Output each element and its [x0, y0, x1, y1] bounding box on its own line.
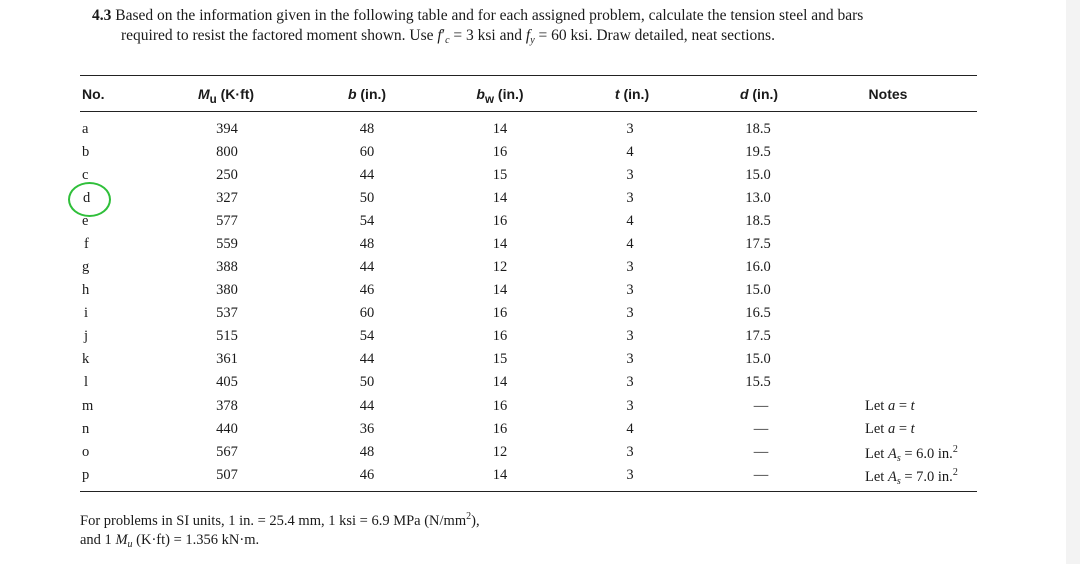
table-row [0, 351, 1000, 373]
right-margin-strip [1066, 0, 1080, 564]
table-row [0, 236, 1000, 258]
row-mu: 378 [216, 398, 238, 414]
header-mu: $M_u$ (K·ft) [197, 86, 255, 106]
table-row [0, 305, 1000, 327]
row-bw: 14 [492, 282, 508, 298]
table-row [0, 144, 1000, 166]
row-b: 48 [359, 236, 375, 252]
row-note: Let a = t [865, 421, 915, 437]
row-t: 4 [626, 421, 634, 437]
row-mu: 250 [216, 167, 238, 183]
row-no: f [84, 236, 89, 252]
row-t: 3 [626, 190, 634, 206]
row-no: n [82, 421, 90, 437]
row-d: 16.0 [745, 259, 771, 275]
row-no: c [82, 167, 89, 183]
row-t: 3 [626, 282, 634, 298]
row-mu: 388 [216, 259, 238, 275]
row-mu: 394 [216, 121, 238, 137]
row-d: 13.0 [745, 190, 771, 206]
table-row [0, 213, 1000, 235]
row-t: 3 [626, 259, 634, 275]
row-b: 60 [359, 305, 375, 321]
row-bw: 15 [492, 167, 508, 183]
row-d: — [753, 444, 769, 460]
row-note: Let $A_s = 6.0$ in.$^2$ [865, 444, 958, 464]
row-t: 3 [626, 444, 634, 460]
problem-statement [92, 6, 992, 51]
row-d: 15.0 [745, 282, 771, 298]
row-mu: 507 [216, 467, 238, 483]
row-no: o [82, 444, 90, 460]
header-no: No. [82, 86, 105, 102]
row-mu: 361 [216, 351, 238, 367]
row-mu: 559 [216, 236, 238, 252]
header-t: t (in.) [614, 86, 650, 102]
footnote-line1: For problems in SI units, 1 in. = 25.4 mm, 1 ksi = 6.9 MPa $(N/mm^2)$, [80, 511, 480, 529]
row-b: 54 [359, 328, 375, 344]
header-b: b (in.) [347, 86, 387, 102]
row-b: 48 [359, 121, 375, 137]
row-d: 17.5 [745, 328, 771, 344]
header-bw: $b_w$ (in.) [476, 86, 524, 106]
row-d: 15.5 [745, 374, 771, 390]
row-d: 19.5 [745, 144, 771, 160]
row-b: 46 [359, 282, 375, 298]
row-no: e [82, 213, 89, 229]
table-row [0, 444, 1000, 466]
row-bw: 16 [492, 398, 508, 414]
row-note: Let a = t [865, 398, 915, 414]
units-footnote [80, 507, 680, 554]
table-row-highlighted [0, 190, 1000, 212]
row-d: 15.0 [745, 351, 771, 367]
row-bw: 14 [492, 374, 508, 390]
highlight-circle-annotation [68, 182, 111, 217]
row-bw: 16 [492, 421, 508, 437]
row-no: p [82, 467, 90, 483]
table-row [0, 121, 1000, 143]
row-mu: 800 [216, 144, 238, 160]
row-d: 18.5 [745, 213, 771, 229]
footnote-line2: and 1 $M_u$ (K·ft) = 1.356 kN·m. [80, 532, 260, 550]
row-mu: 440 [216, 421, 238, 437]
row-bw: 14 [492, 236, 508, 252]
row-no: a [82, 121, 89, 137]
row-bw: 14 [492, 467, 508, 483]
row-no: k [82, 351, 90, 367]
table-row [0, 421, 1000, 443]
row-note: Let $A_s = 7.0$ in.$^2$ [865, 467, 958, 487]
row-no: j [84, 328, 89, 344]
table-row [0, 328, 1000, 350]
row-b: 44 [359, 259, 375, 275]
row-b: 60 [359, 144, 375, 160]
row-mu: 537 [216, 305, 238, 321]
row-b: 50 [359, 190, 375, 206]
row-no: d [83, 190, 91, 206]
row-d: 17.5 [745, 236, 771, 252]
row-d: — [753, 467, 769, 483]
table-row [0, 398, 1000, 420]
row-t: 3 [626, 351, 634, 367]
row-bw: 14 [492, 121, 508, 137]
row-bw: 16 [492, 213, 508, 229]
row-bw: 16 [492, 144, 508, 160]
row-mu: 327 [216, 190, 238, 206]
problem-number: 4.3 [92, 7, 112, 24]
table-row [0, 467, 1000, 489]
table-bottom-rule [80, 491, 977, 492]
row-bw: 12 [492, 259, 508, 275]
row-t: 4 [626, 144, 634, 160]
problem-line1: Based on the information given in the following table and for each assigned problem, calculate the tension steel and bars [115, 7, 864, 24]
row-no: i [84, 305, 89, 321]
row-no: l [84, 374, 89, 390]
row-no: g [82, 259, 90, 275]
row-t: 3 [626, 305, 634, 321]
row-no: m [82, 398, 94, 414]
row-bw: 12 [492, 444, 508, 460]
row-t: 3 [626, 167, 634, 183]
row-b: 50 [359, 374, 375, 390]
table-row [0, 374, 1000, 396]
row-no: h [82, 282, 90, 298]
table-header-rule [80, 111, 977, 112]
row-bw: 16 [492, 328, 508, 344]
row-t: 3 [626, 398, 634, 414]
row-d: 16.5 [745, 305, 771, 321]
table-header-row [0, 86, 1000, 106]
row-t: 4 [626, 236, 634, 252]
table-top-rule [80, 75, 977, 76]
row-b: 44 [359, 351, 375, 367]
row-t: 3 [626, 374, 634, 390]
table-row [0, 167, 1000, 189]
row-d: — [753, 398, 769, 414]
row-b: 44 [359, 167, 375, 183]
row-t: 3 [626, 328, 634, 344]
row-d: 15.0 [745, 167, 771, 183]
row-no: b [82, 144, 90, 160]
row-mu: 577 [216, 213, 238, 229]
row-b: 54 [359, 213, 375, 229]
table-row [0, 282, 1000, 304]
header-notes: Notes [868, 86, 908, 102]
row-t: 4 [626, 213, 634, 229]
row-t: 3 [626, 121, 634, 137]
row-mu: 515 [216, 328, 238, 344]
row-b: 48 [359, 444, 375, 460]
row-mu: 405 [216, 374, 238, 390]
row-d: — [753, 421, 769, 437]
row-mu: 567 [216, 444, 238, 460]
row-bw: 16 [492, 305, 508, 321]
row-bw: 14 [492, 190, 508, 206]
row-b: 44 [359, 398, 375, 414]
row-t: 3 [626, 467, 634, 483]
row-b: 46 [359, 467, 375, 483]
header-d: d (in.) [739, 86, 779, 102]
table-row [0, 259, 1000, 281]
row-b: 36 [359, 421, 375, 437]
row-mu: 380 [216, 282, 238, 298]
row-bw: 15 [492, 351, 508, 367]
problem-line2: required to resist the factored moment shown. Use $f'_c = 3$ ksi and $f_y = 60$ ksi. Draw detailed, neat sections. [121, 27, 775, 46]
row-d: 18.5 [745, 121, 771, 137]
